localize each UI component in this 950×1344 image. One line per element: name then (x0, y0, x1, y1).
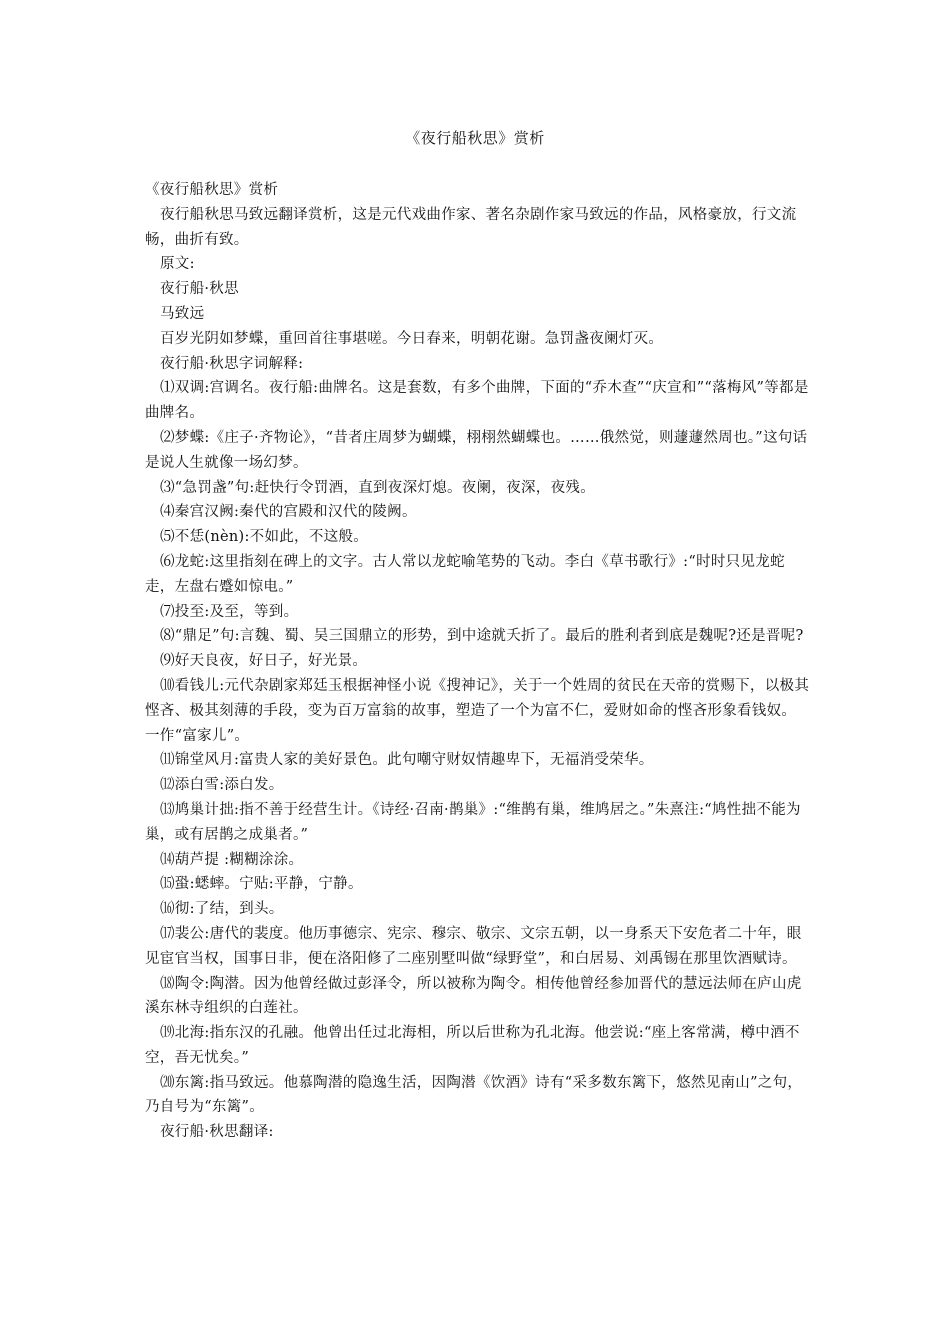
paragraph: ⒃彻:了结，到头。 (160, 901, 284, 918)
paragraph: ⑶“急罚盏”句:赶快行令罚酒，直到夜深灯熄。夜阑，夜深，夜残。 (160, 479, 596, 496)
paragraph: ⑻“鼎足”句:言魏、蜀、吴三国鼎立的形势，到中途就夭折了。最后的胜利者到底是魏呢?还是晋呢? (160, 628, 804, 645)
paragraph: 《夜行船秋思》赏析 (145, 182, 279, 198)
paragraph: 夜行船·秋思翻译: (160, 1124, 274, 1141)
paragraph: ⑾锦堂风月:富贵人家的美好景色。此句嘲守财奴情趣卑下，无福消受荣华。 (160, 752, 654, 769)
paragraph: ⒇东篱:指马致远。他慕陶潜的隐逸生活，因陶潜《饮酒》诗有“采多数东篱下，悠然见南山”之句，乃自号为“东篱”。 (145, 1074, 803, 1116)
paragraph: ⒅陶令:陶潜。因为他曾经做过彭泽令，所以被称为陶令。相传他曾经参加晋代的慧远法师在庐山虎溪东林寺组织的白莲社。 (145, 975, 802, 1017)
paragraph: ⑼好天良夜，好日子，好光景。 (160, 653, 368, 670)
paragraph: ⑴双调:宫调名。夜行船:曲牌名。这是套数，有多个曲牌，下面的“乔木查”“庆宣和”“落梅风”等都是曲牌名。 (145, 380, 809, 422)
paragraph: 夜行船·秋思 (160, 281, 239, 298)
paragraph: ⑷秦宫汉阙:秦代的宫殿和汉代的陵阙。 (160, 504, 417, 521)
page-title: 《夜行船秋思》赏析 (405, 129, 545, 147)
paragraph: 原文: (160, 256, 195, 273)
paragraph: 夜行船·秋思字词解释: (160, 355, 304, 372)
paragraph: 夜行船秋思马致远翻译赏析，这是元代戏曲作家、著名杂剧作家马致远的作品，风格豪放，行文流畅，曲折有致。 (145, 206, 797, 248)
paragraph: ⒀鸠巢计拙:指不善于经营生计。《诗经·召南·鹊巢》:“维鹊有巢，维鸠居之。”朱熹注:“鸠性拙不能为巢，或有居鹊之成巢者。” (145, 801, 801, 843)
paragraph: ⑵梦蝶:《庄子·齐物论》，“昔者庄周梦为蝴蝶，栩栩然蝴蝶也。……俄然觉，则蘧蘧然周也。”这句话是说人生就像一场幻梦。 (145, 429, 808, 471)
paragraph: 马致远 (160, 305, 205, 322)
paragraph: ⒆北海:指东汉的孔融。他曾出任过北海相，所以后世称为孔北海。他尝说:“座上客常满，樽中酒不空，吾无忧矣。” (145, 1025, 800, 1066)
paragraph: ⒁葫芦提 :糊糊涂涂。 (160, 851, 304, 868)
paragraph: ⒂蛩:蟋蟀。宁贴:平静，宁静。 (160, 876, 363, 893)
document-body (145, 178, 810, 1145)
paragraph: 百岁光阴如梦蝶，重回首往事堪嗟。今日春来，明朝花谢。急罚盏夜阑灯灭。 (160, 330, 664, 347)
paragraph: ⑹龙蛇:这里指刻在碑上的文字。古人常以龙蛇喻笔势的飞动。李白《草书歌行》:“时时只见龙蛇走，左盘右蹙如惊电。” (145, 553, 785, 595)
paragraph: ⑺投至:及至，等到。 (160, 603, 299, 620)
paragraph: ⒄裴公:唐代的裴度。他历事德宗、宪宗、穆宗、敬宗、文宗五朝，以一身系天下安危者二十年，眼见宦官当权，国事日非，便在洛阳修了二座别墅叫做“绿野堂”，和白居易、刘禹锡在那里饮酒赋诗。 (145, 925, 802, 967)
paragraph: ⑸不恁(nèn):不如此，不这般。 (160, 529, 369, 546)
paragraph: ⑽看钱儿:元代杂剧家郑廷玉根据神怪小说《搜神记》，关于一个姓周的贫民在天帝的赏赐下，以极其悭吝、极其刻薄的手段，变为百万富翁的故事，塑造了一个为富不仁，爱财如命的悭吝形象看钱奴。一作“富家儿”。 (145, 677, 810, 744)
paragraph: ⑿添白雪:添白发。 (160, 777, 284, 794)
